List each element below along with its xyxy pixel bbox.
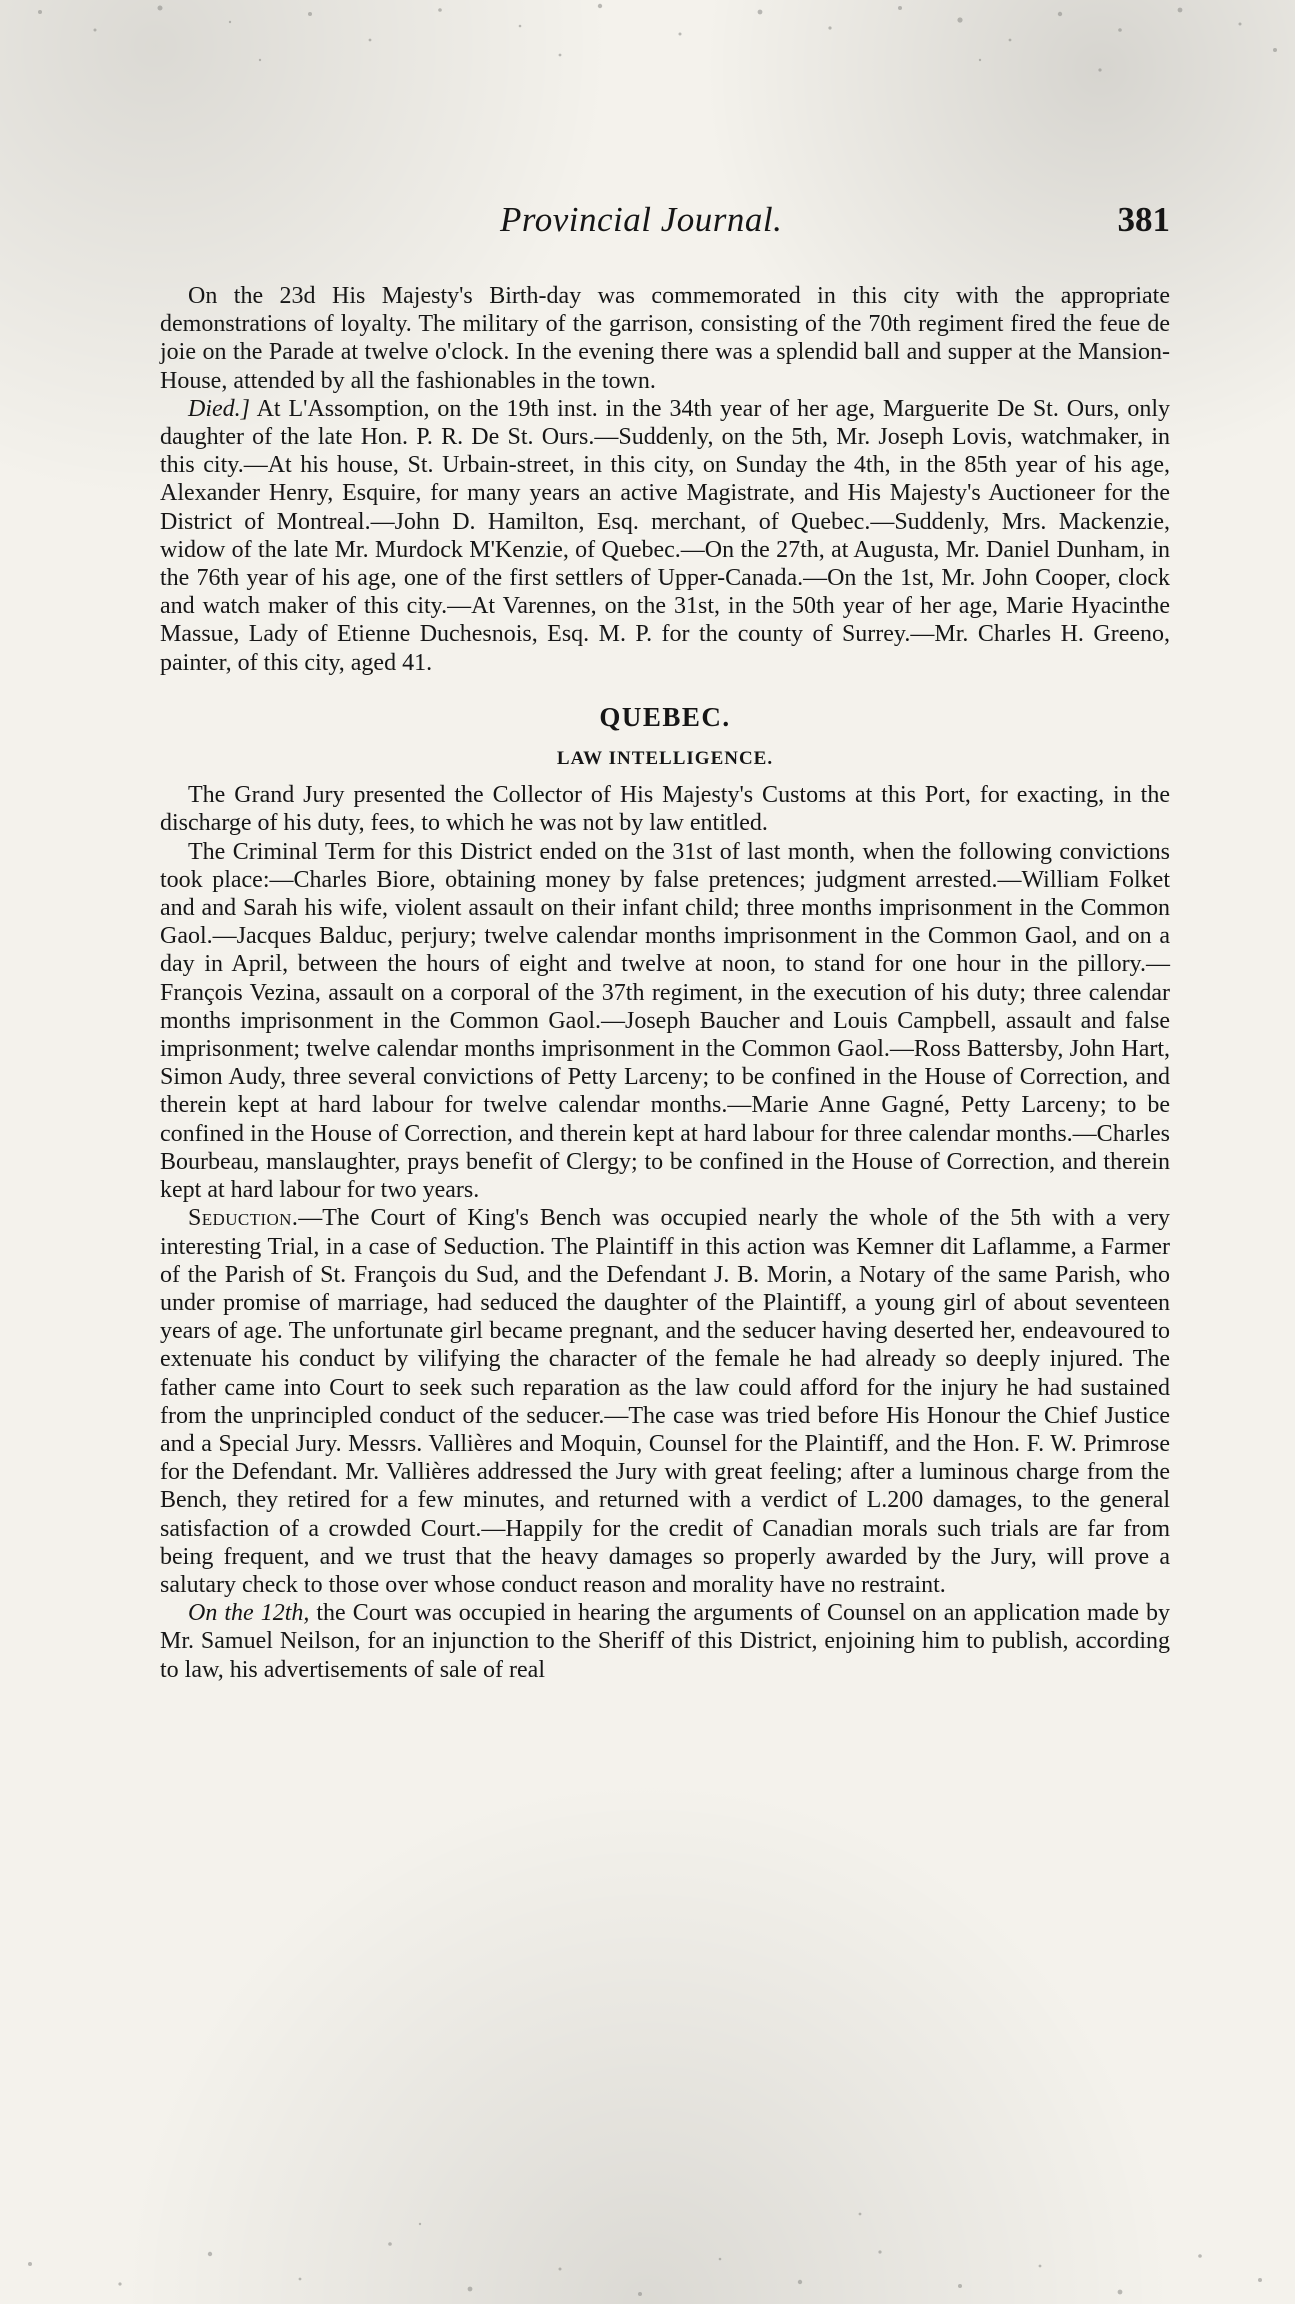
paragraph-injunction [160, 1599, 1170, 1684]
seduction-label: Seduction. [188, 1205, 299, 1232]
injunction-text: the Court was occupied in hearing the arguments of Counsel on an application made by Mr. Samuel Neilson, for an injunction to the Sheriff of this District, enjoining him to publish, according to law, his advertisements of sale of real [160, 1600, 1171, 1683]
paragraph-grand-jury: The Grand Jury presented the Collector of His Majesty's Customs at this Port, for exacting, in the discharge of his duty, fees, to which he was not by law entitled. [160, 782, 1170, 837]
section-subheading-law: LAW INTELLIGENCE. [556, 748, 774, 770]
paragraph-seduction [160, 1204, 1170, 1599]
section-heading-quebec: QUEBEC. [599, 701, 731, 732]
deaths-text: At L'Assomption, on the 19th inst. in the 34th year of her age, Marguerite De St. Ours, only daughter of the late Hon. P. R. De St. Ours.—Suddenly, on the 5th, Mr. Joseph Lovis, watchmaker, in this city.—At his house, St. Urbain-street, in this city, on Sunday the 4th, in the 85th year of his age, Alexander Henry, Esquire, for many years an active Magistrate, and His Majesty's Auctioneer for the District of Montreal.—John D. Hamilton, Esq. merchant, of Quebec.—Suddenly, Mrs. Mackenzie, widow of the late Mr. Murdock M'Kenzie, of Quebec.—On the 27th, at Augusta, Mr. Daniel Dunham, in the 76th year of his age, one of the first settlers of Upper-Canada.—On the 1st, Mr. John Cooper, clock and watch maker of this city.—At Varennes, on the 31st, in the 50th year of her age, Marie Hyacinthe Massue, Lady of Etienne Duchesnois, Esq. M. P. for the county of Surrey.—Mr. Charles H. Greeno, painter, of this city, aged 41. [160, 395, 1170, 676]
page-header [160, 200, 1170, 260]
paragraph-deaths [160, 395, 1170, 677]
paragraph-convictions: The Criminal Term for this District ended on the 31st of last month, when the following convictions took place:—Charles Biore, obtaining money by false pretences; judgment arrested.—William Folket and and Sarah his wife, violent assault on their infant child; three months imprisonment in the Common Gaol.—Jacques Balduc, perjury; twelve calendar months imprisonment in the Common Gaol, and on a day in April, between the hours of eight and twelve at noon, to stand for one hour in the pillory.—François Vezina, assault on a corporal of the 37th regiment, in the execution of his duty; three calendar months imprisonment in the Common Gaol.—Joseph Baucher and Louis Campbell, assault and false imprisonment; twelve calendar months imprisonment in the Common Gaol.—Ross Battersby, John Hart, Simon Audy, three several convictions of Petty Larceny; to be confined in the House of Correction, and therein kept at hard labour for twelve calendar months.—Marie Anne Gagné, Petty Larceny; to be confined in the House of Correction, and therein kept at hard labour for three calendar months.—Charles Bourbeau, manslaughter, prays benefit of Clergy; to be confined in the House of Correction, and therein kept at hard labour for two years. [160, 838, 1170, 1204]
article-body [160, 282, 1170, 1684]
died-label: Died.] [188, 395, 250, 422]
paragraph-birthday: On the 23d His Majesty's Birth-day was commemorated in this city with the appropriate demonstrations of loyalty. The military of the garrison, consisting of the 70th regiment fired the feue de joie on the Parade at twelve o'clock. In the evening there was a splendid ball and supper at the Mansion-House, attended by all the fashionables in the town. [160, 283, 1170, 394]
seduction-text: —The Court of King's Bench was occupied nearly the whole of the 5th with a very interesting Trial, in a case of Seduction. The Plaintiff in this action was Kemner dit Laflamme, a Farmer of the Parish of St. François du Sud, and the Defendant J. B. Morin, a Notary of the same Parish, who under promise of marriage, had seduced the daughter of the Plaintiff, a young girl of about seventeen years of age. The unfortunate girl became pregnant, and the seducer having deserted her, endeavoured to extenuate his conduct by vilifying the character of the female he had already so deeply injured. The father came into Court to seek such reparation as the law could afford for the injury he had sustained from the unprincipled conduct of the seducer.—The case was tried before His Honour the Chief Justice and a Special Jury. Messrs. Vallières and Moquin, Counsel for the Plaintiff, and the Hon. F. W. Primrose for the Defendant. Mr. Vallières addressed the Jury with great feeling; after a luminous charge from the Bench, they retired for a few minutes, and returned with a verdict of L.200 damages, to the general satisfaction of a crowded Court.—Happily for the credit of Canadian morals such trials are far from being frequent, and we trust that the heavy damages so properly awarded by the Jury, will prove a salutary check to those over whose conduct reason and morality have no restraint. [160, 1205, 1170, 1598]
running-head: Provincial Journal. [500, 200, 783, 239]
page-number: 381 [1117, 200, 1170, 239]
paper-speckle-top [0, 0, 1295, 110]
paper-speckle-bottom [0, 2184, 1295, 2304]
injunction-lead: On the 12th, [188, 1600, 310, 1627]
